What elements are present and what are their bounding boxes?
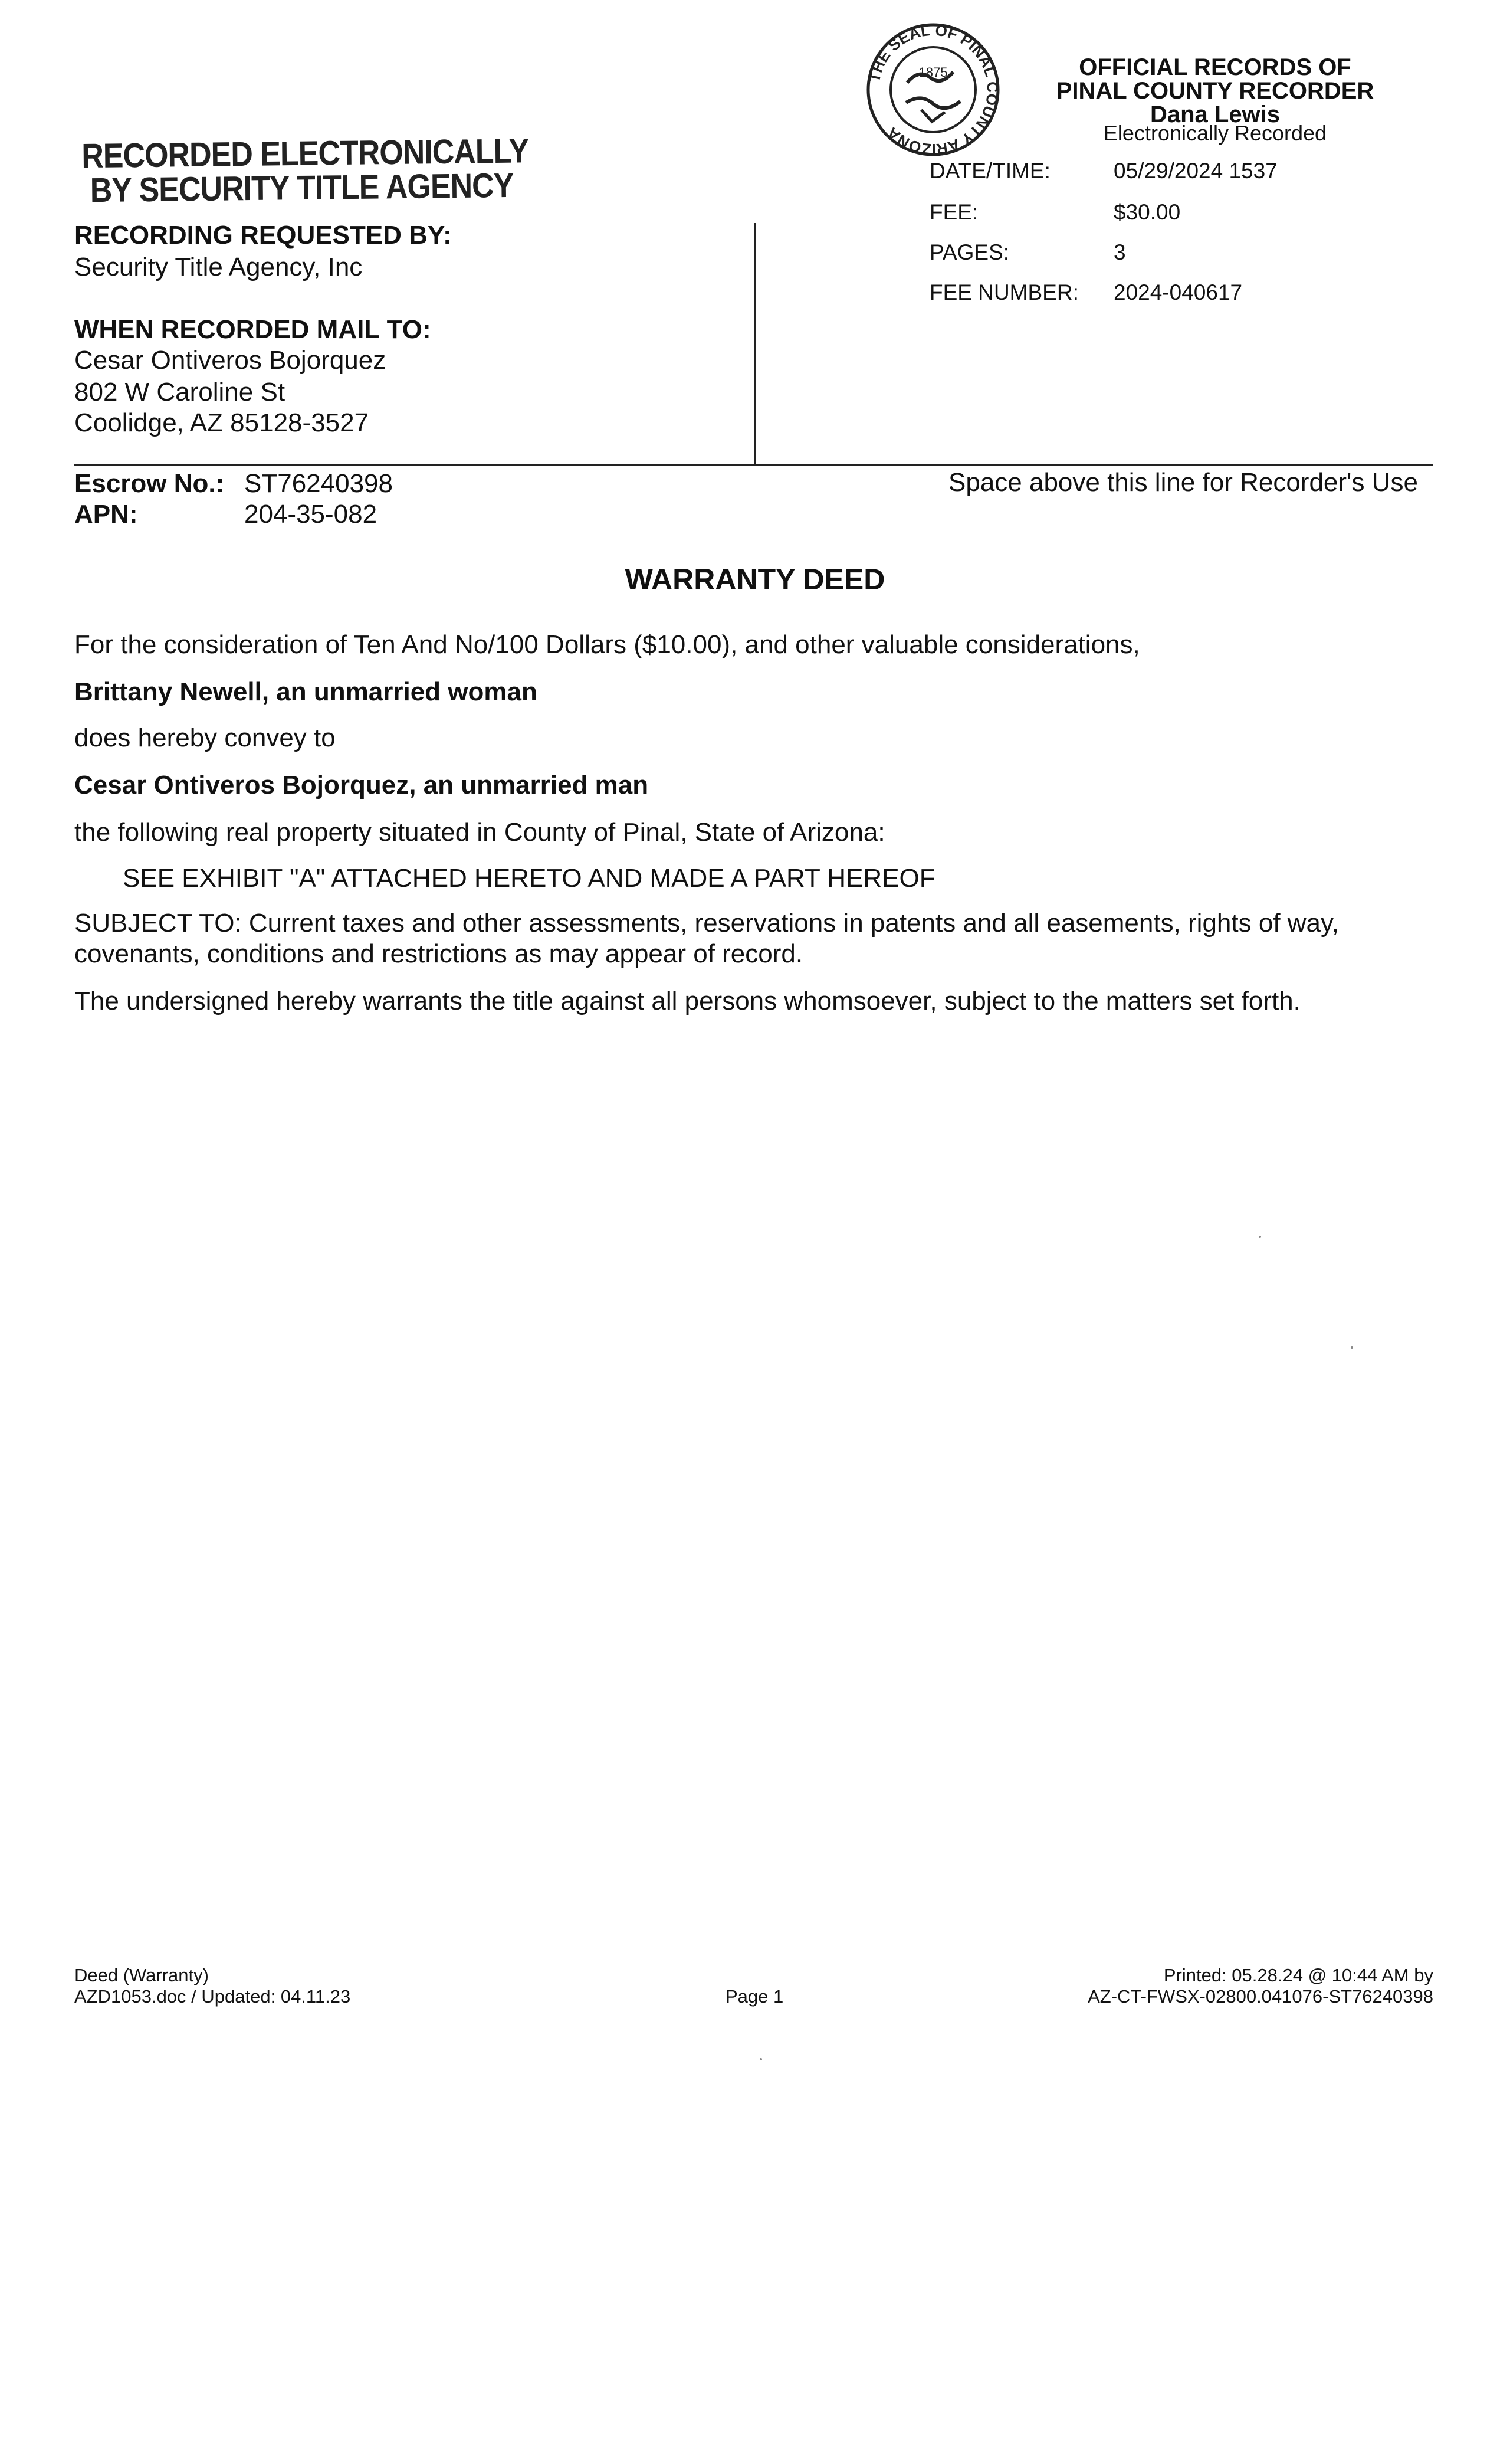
mail-to-street: 802 W Caroline St: [74, 378, 285, 407]
seal-ring-text: THE SEAL OF PINAL COUNTY ARIZONA: [865, 21, 1002, 158]
fee-number-value: 2024-040617: [1114, 280, 1243, 304]
subject-to-line-1: SUBJECT TO: Current taxes and other assessments, reservations in patents and all easements, rights of way,: [74, 909, 1339, 938]
pinal-county-seal-icon: [865, 21, 1002, 158]
stamp-line-1: RECORDED ELECTRONICALLY: [81, 132, 529, 176]
exhibit-text: SEE EXHIBIT "A" ATTACHED HERETO AND MADE A PART HEREOF: [123, 864, 935, 893]
pages-value: 3: [1114, 240, 1126, 264]
fee-label: FEE:: [930, 200, 979, 224]
mail-to-city: Coolidge, AZ 85128-3527: [74, 408, 369, 437]
scan-speck: [1259, 1236, 1261, 1238]
requested-by-label: RECORDING REQUESTED BY:: [74, 221, 452, 250]
footer-doc-version: AZD1053.doc / Updated: 04.11.23: [74, 1986, 351, 2007]
convey-text: does hereby convey to: [74, 723, 336, 752]
fee-number-label: FEE NUMBER:: [930, 280, 1079, 304]
svg-text:THE SEAL OF PINAL COUNTY ARIZO: [865, 21, 1002, 158]
footer-page-number: Page 1: [726, 1986, 784, 2007]
apn-value: 204-35-082: [244, 500, 378, 529]
grantor-text: Brittany Newell, an unmarried woman: [74, 677, 537, 706]
escrow-label: Escrow No.:: [74, 469, 225, 498]
grantee-text: Cesar Ontiveros Bojorquez, an unmarried man: [74, 771, 649, 800]
recorder-use-rule: [74, 464, 1433, 466]
recorder-title: [991, 55, 1439, 126]
scan-speck: [760, 2058, 762, 2060]
deed-title: WARRANTY DEED: [625, 563, 885, 596]
recorder-title-line-1: OFFICIAL RECORDS OF: [1079, 54, 1351, 80]
subject-to-line-2: covenants, conditions and restrictions as may appear of record.: [74, 939, 803, 968]
pages-label: PAGES:: [930, 240, 1010, 264]
recorder-subtitle: Electronically Recorded: [1103, 121, 1327, 145]
footer-left: [74, 1965, 350, 2007]
recorder-title-line-3: Dana Lewis: [1150, 101, 1281, 127]
footer-order-id: AZ-CT-FWSX-02800.041076-ST76240398: [1088, 1986, 1433, 2007]
apn-label: APN:: [74, 500, 138, 529]
footer-right: [1088, 1965, 1433, 2007]
consideration-text: For the consideration of Ten And No/100 Dollars ($10.00), and other valuable considerations,: [74, 630, 1140, 659]
seal-year: 1875: [918, 65, 948, 80]
recorder-use-note: Space above this line for Recorder's Use: [948, 468, 1418, 497]
footer-doc-type: Deed (Warranty): [74, 1965, 209, 1985]
escrow-value: ST76240398: [244, 469, 393, 498]
mail-to-name: Cesar Ontiveros Bojorquez: [74, 346, 386, 375]
recorder-title-line-2: PINAL COUNTY RECORDER: [1056, 78, 1374, 104]
fee-value: $30.00: [1114, 200, 1181, 224]
scan-speck: [1351, 1346, 1353, 1349]
footer-printed: Printed: 05.28.24 @ 10:44 AM by: [1163, 1965, 1433, 1985]
mail-to-label: WHEN RECORDED MAIL TO:: [74, 315, 431, 344]
requested-by-value: Security Title Agency, Inc: [74, 253, 363, 281]
datetime-label: DATE/TIME:: [930, 159, 1051, 183]
recorded-electronically-stamp: [81, 134, 529, 208]
stamp-line-2: BY SECURITY TITLE AGENCY: [90, 166, 514, 210]
header-vertical-divider: [754, 223, 756, 465]
warranty-text: The undersigned hereby warrants the title against all persons whomsoever, subject to the matters set forth.: [74, 987, 1301, 1015]
property-text: the following real property situated in County of Pinal, State of Arizona:: [74, 818, 885, 847]
datetime-value: 05/29/2024 1537: [1114, 159, 1278, 183]
